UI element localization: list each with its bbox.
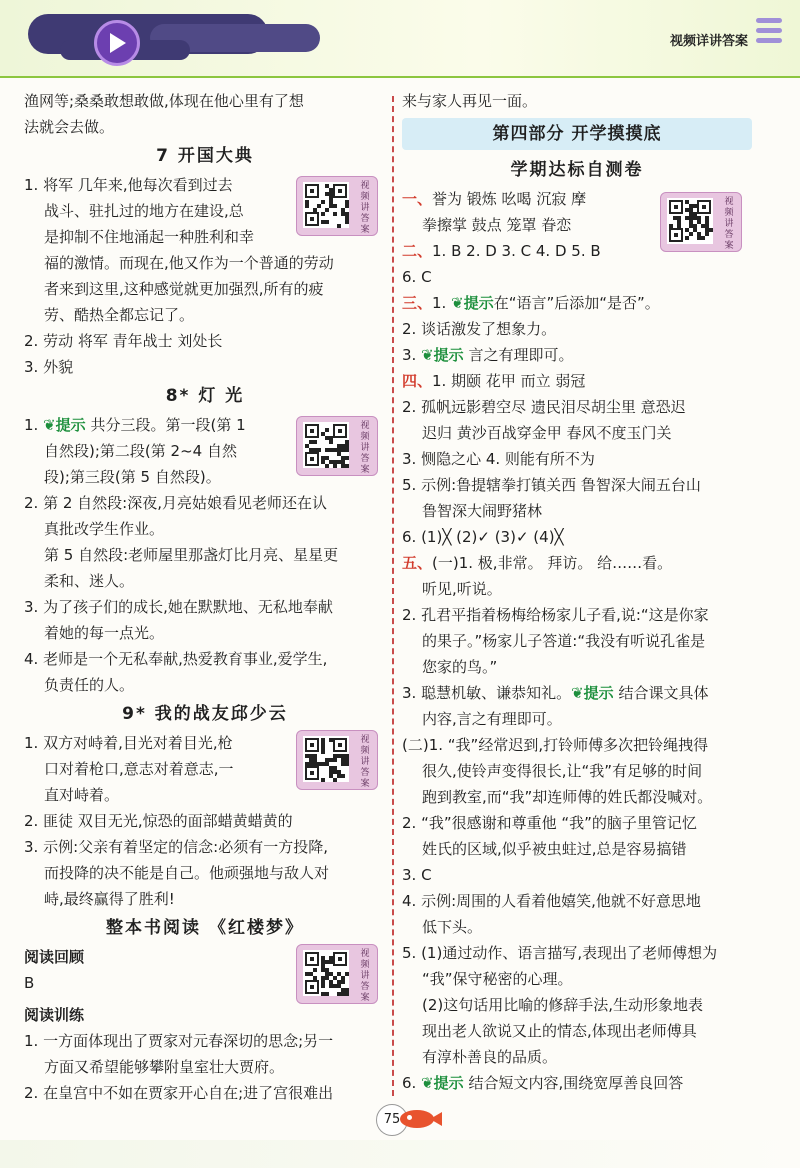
section-number: 一、 (402, 190, 433, 208)
text-line: 2. 谈话激发了想象力。 (402, 320, 557, 338)
header-divider (0, 76, 800, 78)
qr-caption: 视频讲答案 (360, 949, 370, 1003)
answer-text: 结合课文具体 (618, 684, 709, 702)
leaf-icon: ❦ (421, 346, 434, 364)
qr-code-video[interactable] (296, 944, 378, 1004)
section-number: 五、 (402, 554, 433, 572)
qr-code-video[interactable] (296, 416, 378, 476)
text-line: 迟归 黄沙百战穿金甲 春风不度玉门关 (422, 424, 672, 442)
answer-text: 1. 期颐 花甲 而立 弱冠 (432, 372, 586, 390)
text-line: 渔网等;桑桑敢想敢做,体现在他心里有了想 (24, 92, 304, 110)
text-line: 2. 在皇宫中不如在贾家开心自在;进了宫很难出 (24, 1084, 334, 1102)
text-line: 真批改学生作业。 (44, 520, 165, 538)
answer-text: 在“语言”后添加“是否”。 (493, 294, 660, 312)
text-line: 3. 外貌 (24, 358, 74, 376)
text-line: 2. 劳动 将军 青年战士 刘处长 (24, 332, 223, 350)
qr-icon (303, 422, 349, 468)
leaf-icon: ❦ (451, 294, 464, 312)
text-line: B (24, 974, 35, 992)
text-line: “我”保守秘密的心理。 (422, 970, 573, 988)
qr-caption: 视频讲答案 (724, 197, 734, 251)
text-line: 6. (1)╳ (2)✓ (3)✓ (4)╳ (402, 528, 564, 546)
sub-heading: 阅读回顾 (24, 948, 85, 966)
answer-text: 结合短文内容,围绕宽厚善良回答 (468, 1074, 684, 1092)
text-line (402, 1070, 752, 1096)
section-number: 四、 (402, 372, 433, 390)
qr-code-video[interactable] (296, 730, 378, 790)
text-line: 负责任的人。 (44, 676, 135, 694)
qr-caption: 视频讲答案 (360, 735, 370, 789)
section-title: 9* 我的战友邱少云 (122, 704, 288, 724)
text-line: 4. 示例:周围的人看着他嬉笑,他就不好意思地 (402, 892, 701, 910)
text-line: 6. C (402, 268, 432, 286)
text-line: 1. 一方面体现出了贾家对元春深切的思念;另一 (24, 1032, 334, 1050)
text-line: 您家的鸟。” (422, 658, 498, 676)
right-column (402, 88, 752, 1096)
text-line: 峙,最终赢得了胜利! (44, 890, 175, 908)
text-line: 口对着枪口,意志对着意志,一 (44, 760, 234, 778)
text-line: 柔和、迷人。 (44, 572, 135, 590)
text-line: 4. 老师是一个无私奉献,热爱教育事业,爱学生, (24, 650, 328, 668)
qr-caption: 视频讲答案 (360, 181, 370, 235)
text-line: 鲁智深大闹野猪林 (422, 502, 543, 520)
text-line: 5. 示例:鲁提辖拳打镇关西 鲁智深大闹五台山 (402, 476, 701, 494)
text-line: (二)1. “我”经常迟到,打铃师傅多次把铃绳拽得 (402, 736, 709, 754)
qr-code-video[interactable] (296, 176, 378, 236)
footer-decoration (0, 1140, 800, 1168)
text-line: 2. 孤帆远影碧空尽 遗民泪尽胡尘里 意恐迟 (402, 398, 686, 416)
qr-icon (303, 182, 349, 228)
text-line: 3. ❦提示 言之有理即可。 (402, 346, 574, 364)
text-line: 3. 为了孩子们的成长,她在默默地、无私地奉献 (24, 598, 333, 616)
text-line: 福的激情。而现在,他又作为一个普通的劳动 (44, 254, 334, 272)
part-banner: 第四部分 开学摸摸底 (402, 118, 752, 150)
text-line: 劳、酷热全都忘记了。 (44, 306, 195, 324)
section-title: 8* 灯 光 (165, 386, 245, 406)
text-line: 2. 第 2 自然段:深夜,月亮姑娘看见老师还在认 (24, 494, 327, 512)
text-line: (2)这句话用比喻的修辞手法,生动形象地表 (422, 996, 704, 1014)
text-line: 者来到这里,这种感觉就更加强烈,所有的疲 (44, 280, 324, 298)
text-line: 1. ❦提示 共分三段。第一段(第 1 (24, 416, 246, 434)
text-line: 1. 双方对峙着,目光对着目光,枪 (24, 734, 233, 752)
column-divider (392, 96, 394, 1096)
text-line: 直对峙着。 (44, 786, 120, 804)
answer-text: 3. 聪慧机敏、谦恭知礼。 (402, 684, 572, 702)
answer-text: 1. B 2. D 3. C 4. D 5. B (432, 242, 601, 260)
text-line (402, 680, 752, 706)
tip-label: 提示 (433, 346, 464, 364)
text-line: 2. 匪徒 双目无光,惊恐的面部蜡黄蜡黄的 (24, 812, 293, 830)
leaf-icon: ❦ (421, 1074, 434, 1092)
tip-label: 提示 (433, 1074, 464, 1092)
text-line: 跑到教室,而“我”却连师傅的姓氏都没喊对。 (422, 788, 713, 806)
text-line: 5. (1)通过动作、语言描写,表现出了老师傅想为 (402, 944, 718, 962)
qr-icon (303, 736, 349, 782)
page-header (0, 0, 800, 78)
tip-label: 提示 (463, 294, 494, 312)
text-line: 拳擦掌 鼓点 笼罩 眷恋 (422, 216, 572, 234)
leaf-icon: ❦ (43, 416, 56, 434)
text-line: 方面又希望能够攀附皇室壮大贾府。 (44, 1058, 285, 1076)
text-line: 2. “我”很感谢和尊重他 “我”的脑子里管记忆 (402, 814, 697, 832)
text-line: 三、1. ❦提示在“语言”后添加“是否”。 (402, 294, 660, 312)
leaf-icon: ❦ (571, 684, 584, 702)
tip-label: 提示 (583, 684, 614, 702)
section-number: 三、 (402, 294, 433, 312)
text-line: 自然段);第二段(第 2~4 自然 (44, 442, 237, 460)
answer-text: 誉为 锻炼 吆喝 沉寂 摩 (432, 190, 587, 208)
text-line (402, 186, 752, 212)
tip-text: 共分三段。第一段(第 1 (90, 416, 246, 434)
text-line: 现出老人欲说又止的情态,体现出老师傅具 (422, 1022, 697, 1040)
fish-icon (400, 1110, 434, 1128)
text-line: 1. 将军 几年来,他每次看到过去 (24, 176, 233, 194)
text-line: 3. 示例:父亲有着坚定的信念:必须有一方投降, (24, 838, 328, 856)
test-title: 学期达标自测卷 (510, 160, 644, 180)
answer-text: 6. (402, 1074, 417, 1092)
text-line: 3. C (402, 866, 432, 884)
text-line: 段);第三段(第 5 自然段)。 (44, 468, 221, 486)
text-line: 的果子。”杨家儿子答道:“我没有听说孔雀是 (422, 632, 706, 650)
sub-heading: 阅读训练 (24, 1006, 85, 1024)
text-line: 有淳朴善良的品质。 (422, 1048, 558, 1066)
text-line: 而投降的决不能是自己。他顽强地与敌人对 (44, 864, 330, 882)
play-icon (110, 33, 126, 53)
fish-icon (407, 1115, 412, 1120)
answer-text: (一)1. 极,非常。 拜访。 给……看。 (432, 554, 673, 572)
text-line (402, 368, 752, 394)
text-line: 姓氏的区域,似乎被虫蛀过,总是容易搞错 (422, 840, 687, 858)
text-line: 3. 恻隐之心 4. 则能有所不为 (402, 450, 595, 468)
text-line: 着她的每一点光。 (44, 624, 165, 642)
text-line: 低下头。 (422, 918, 483, 936)
text-line: 内容,言之有理即可。 (422, 710, 562, 728)
text-line: 法就会去做。 (24, 118, 115, 136)
text-line: 来与家人再见一面。 (402, 92, 538, 110)
header-title: 视频详讲答案 (669, 34, 748, 49)
tip-label: 提示 (55, 416, 86, 434)
page-number: 75 (376, 1104, 408, 1136)
text-line (402, 238, 752, 264)
section-title: 整本书阅读 《红楼梦》 (106, 918, 304, 938)
text-line (402, 550, 752, 576)
text-line: 很久,使铃声变得很长,让“我”有足够的时间 (422, 762, 703, 780)
answer-text: 言之有理即可。 (468, 346, 574, 364)
section-number: 二、 (402, 242, 433, 260)
text-line: 是抑制不住地涌起一种胜利和幸 (44, 228, 255, 246)
section-title: 7 开国大典 (156, 146, 254, 166)
qr-caption: 视频讲答案 (360, 421, 370, 475)
menu-icon (756, 18, 782, 58)
text-line: 战斗、驻扎过的地方在建设,总 (44, 202, 244, 220)
text-line: 听见,听说。 (422, 580, 502, 598)
qr-icon (303, 950, 349, 996)
text-line: 第 5 自然段:老师屋里那盏灯比月亮、星星更 (44, 546, 339, 564)
fish-icon (430, 1112, 442, 1126)
text-line: 2. 孔君平指着杨梅给杨家儿子看,说:“这是你家 (402, 606, 709, 624)
